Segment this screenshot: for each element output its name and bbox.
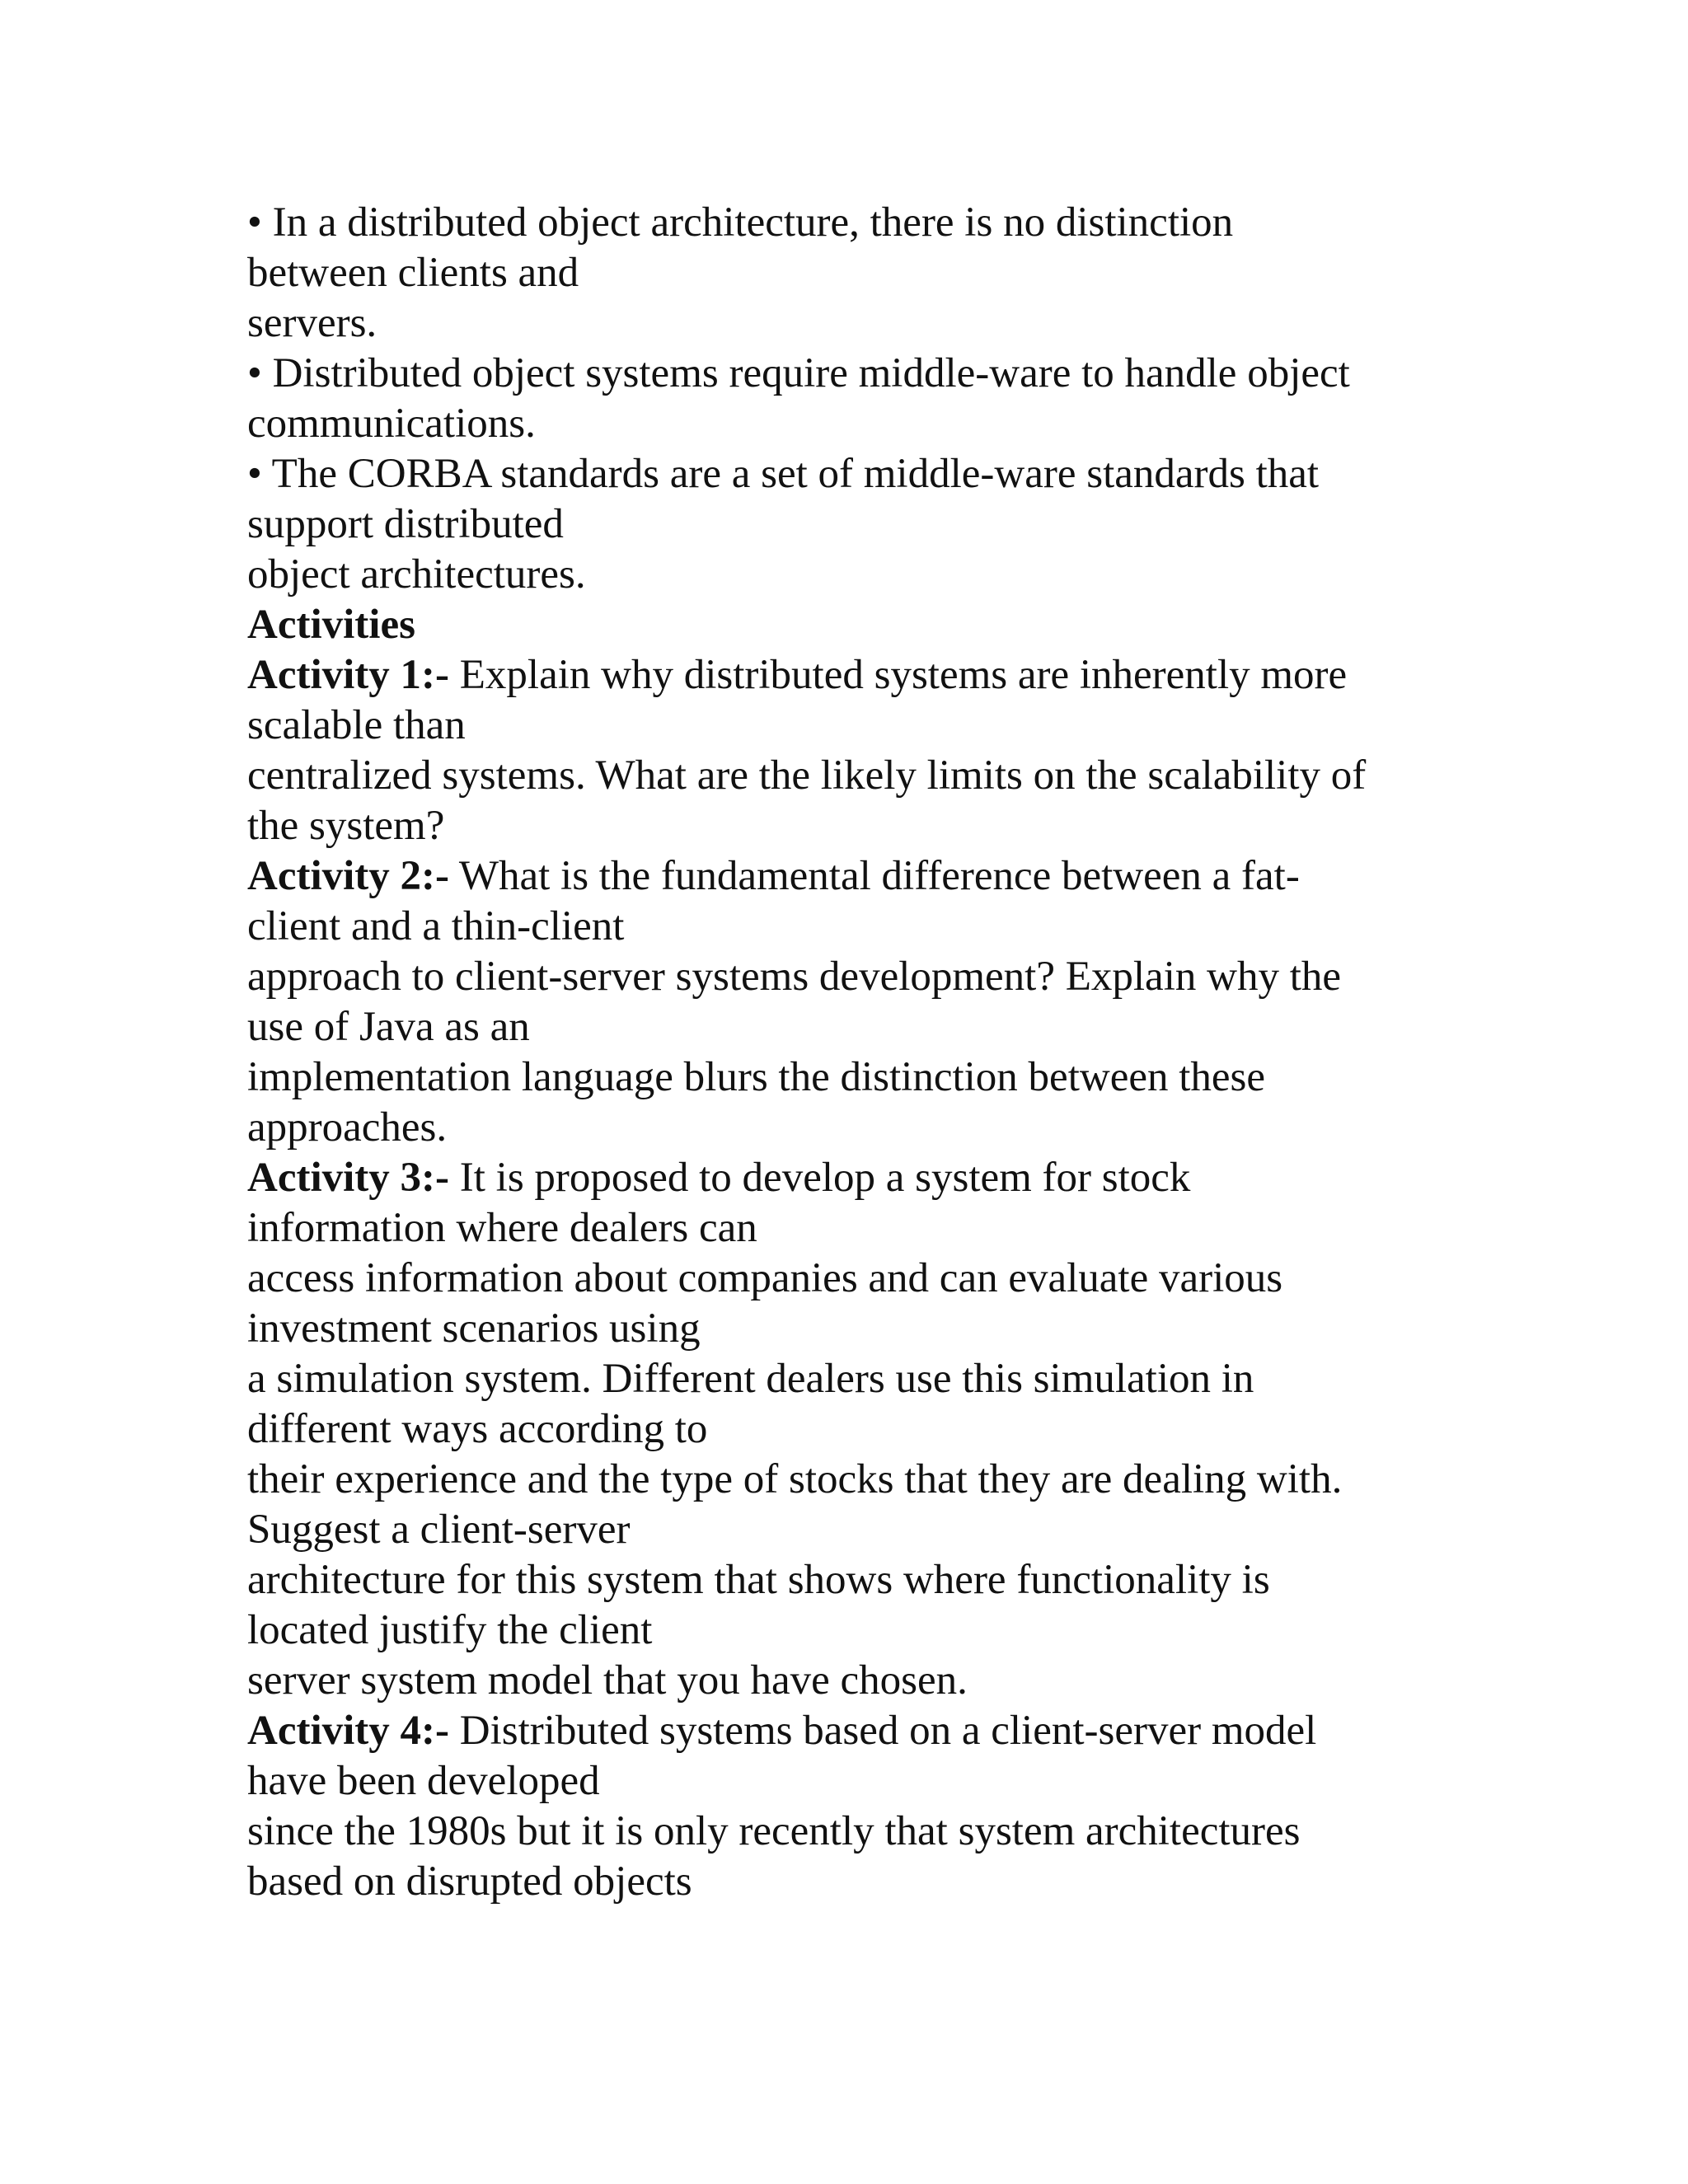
document-line — [247, 1203, 1451, 1254]
document-line — [247, 1304, 1451, 1354]
line-text: located justify the client — [247, 1607, 653, 1653]
line-text: communications. — [247, 401, 536, 447]
document-line — [247, 650, 1451, 701]
line-text: their experience and the type of stocks that they are dealing with. — [247, 1456, 1343, 1502]
activity-label: Activity 2:- — [247, 853, 449, 899]
activity-label: Activity 3:- — [247, 1155, 449, 1201]
document-line — [247, 1354, 1451, 1404]
line-text: • Distributed object systems require middle-ware to handle object — [247, 350, 1350, 396]
document-line — [247, 248, 1451, 298]
line-text: a simulation system. Different dealers use this simulation in — [247, 1356, 1254, 1402]
document-line — [247, 1605, 1451, 1656]
document-line — [247, 1656, 1451, 1706]
document-line — [247, 1103, 1451, 1153]
activity-label: Activities — [247, 602, 415, 648]
document-line — [247, 1052, 1451, 1103]
document-line — [247, 952, 1451, 1002]
line-text: access information about companies and can evaluate various — [247, 1255, 1283, 1301]
document-line — [247, 851, 1451, 902]
document-line — [247, 1857, 1451, 1907]
line-text: Suggest a client-server — [247, 1507, 631, 1553]
document-line — [247, 1455, 1451, 1505]
document-line — [247, 1404, 1451, 1455]
line-text: • In a distributed object architecture, there is no distinction — [247, 199, 1234, 246]
line-text: • The CORBA standards are a set of middle-ware standards that — [247, 451, 1320, 497]
line-text: information where dealers can — [247, 1205, 757, 1251]
line-text: Explain why distributed systems are inherently more — [449, 652, 1348, 698]
document-line — [247, 550, 1451, 600]
line-text: investment scenarios using — [247, 1305, 701, 1352]
line-text: server system model that you have chosen. — [247, 1657, 968, 1704]
document-line — [247, 600, 1451, 650]
line-text: client and a thin-client — [247, 903, 625, 949]
document-line — [247, 1153, 1451, 1203]
document-line — [247, 1555, 1451, 1605]
document-line — [247, 198, 1451, 248]
document-line — [247, 499, 1451, 550]
document-line — [247, 298, 1451, 349]
line-text: object architectures. — [247, 551, 586, 598]
document-line — [247, 751, 1451, 801]
line-text: approaches. — [247, 1104, 448, 1151]
line-text: Distributed systems based on a client-server model — [449, 1708, 1317, 1754]
line-text: based on disrupted objects — [247, 1858, 692, 1905]
document-line — [247, 1505, 1451, 1555]
document-line — [247, 902, 1451, 952]
line-text: different ways according to — [247, 1406, 708, 1452]
line-text: centralized systems. What are the likely limits on the scalability of — [247, 752, 1367, 799]
line-text: the system? — [247, 803, 445, 849]
document-line — [247, 701, 1451, 751]
line-text: have been developed — [247, 1758, 600, 1804]
document-line — [247, 399, 1451, 449]
line-text: implementation language blurs the distinction between these — [247, 1054, 1266, 1100]
document-line — [247, 349, 1451, 399]
line-text: approach to client-server systems development? Explain why the — [247, 954, 1341, 1000]
line-text: It is proposed to develop a system for stock — [449, 1155, 1191, 1201]
line-text: support distributed — [247, 501, 564, 547]
activity-label: Activity 1:- — [247, 652, 449, 698]
document-line — [247, 1756, 1451, 1807]
line-text: scalable than — [247, 702, 466, 748]
document-line — [247, 1807, 1451, 1857]
document-line — [247, 1254, 1451, 1304]
document-line — [247, 449, 1451, 499]
document-line — [247, 801, 1451, 851]
line-text: since the 1980s but it is only recently that system architectures — [247, 1808, 1301, 1854]
line-text: between clients and — [247, 250, 579, 296]
document-line — [247, 1706, 1451, 1756]
line-text: architecture for this system that shows where functionality is — [247, 1557, 1270, 1603]
document-body — [247, 198, 1451, 1907]
line-text: use of Java as an — [247, 1004, 530, 1050]
activity-label: Activity 4:- — [247, 1708, 449, 1754]
document-line — [247, 1002, 1451, 1052]
line-text: What is the fundamental difference between a fat- — [449, 853, 1300, 899]
line-text: servers. — [247, 300, 377, 346]
